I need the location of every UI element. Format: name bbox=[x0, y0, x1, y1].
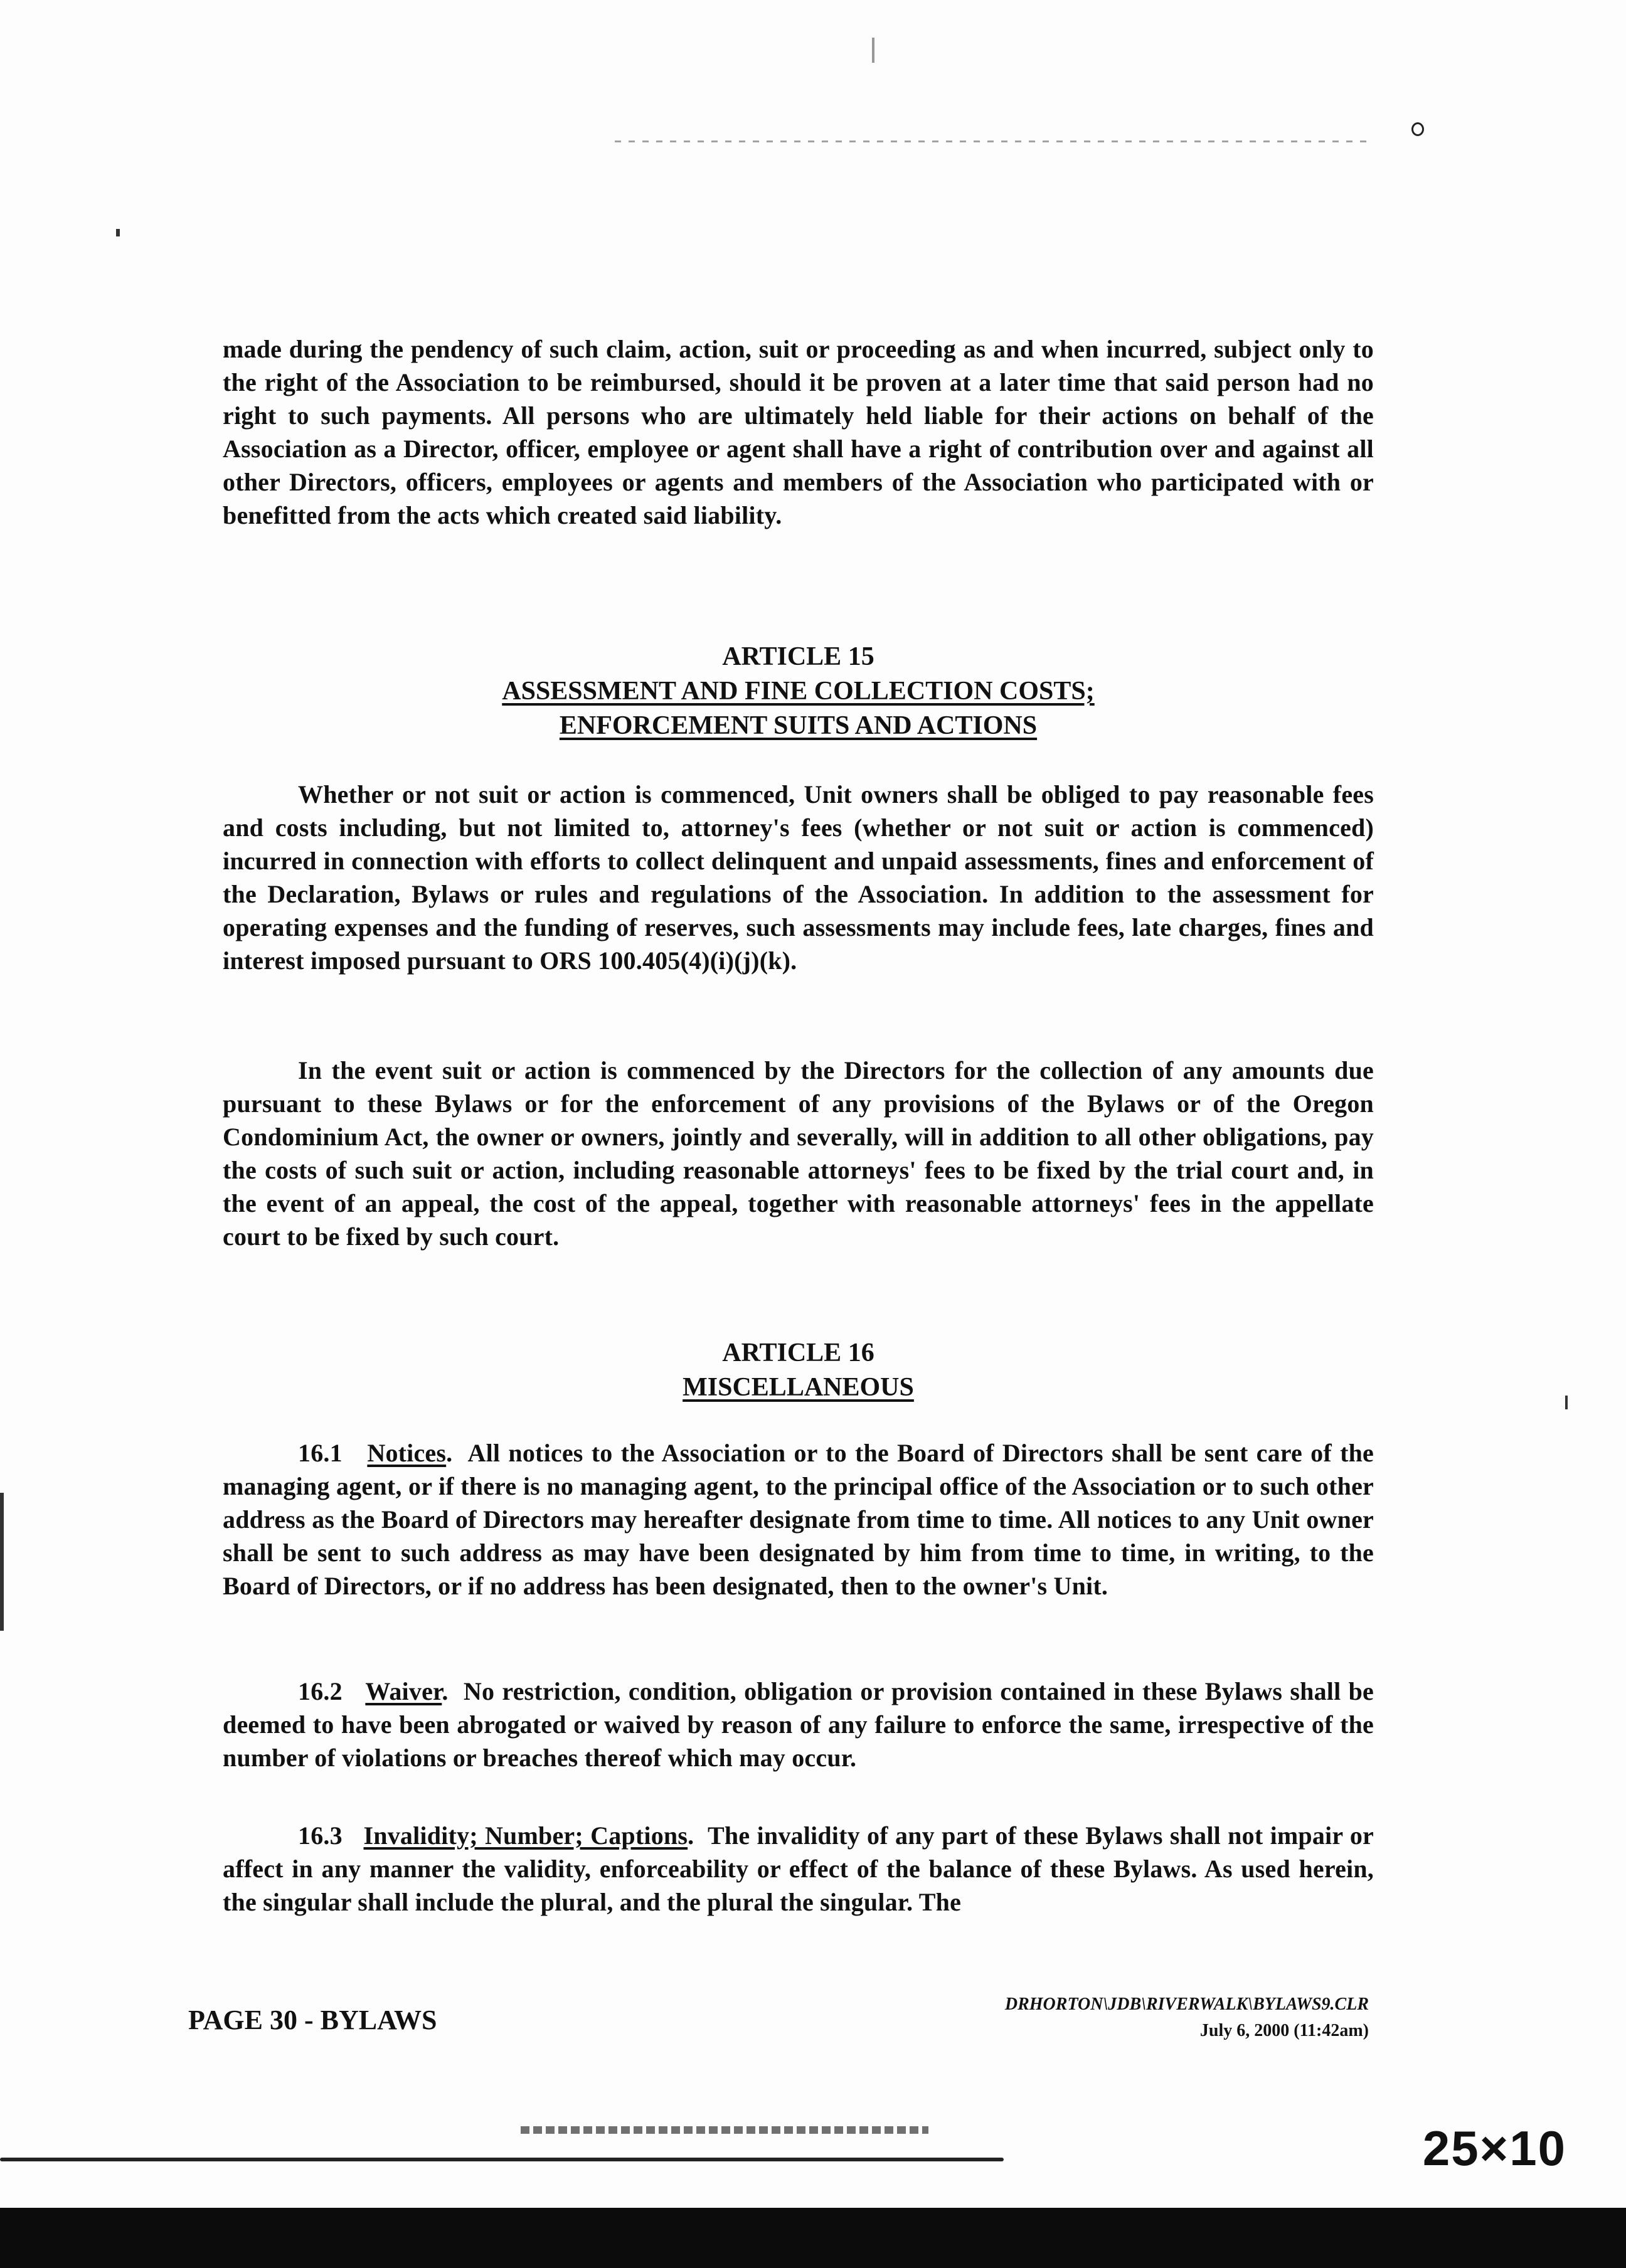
footer-date: July 6, 2000 (11:42am) bbox=[1199, 2021, 1369, 2040]
footer-file-info bbox=[1005, 1991, 1369, 2044]
section-16-2-heading: Waiver bbox=[365, 1677, 442, 1705]
article-15-heading bbox=[223, 640, 1374, 743]
footer-file-path: DRHORTON\JDB\RIVERWALK\BYLAWS9.CLR bbox=[1004, 1995, 1369, 2014]
article-16-title: MISCELLANEOUS bbox=[683, 1373, 914, 1402]
footer-page-label: PAGE 30 - BYLAWS bbox=[188, 2005, 437, 2035]
scan-artifact-dot bbox=[872, 38, 874, 63]
section-16-1: 16.1 Notices. All notices to the Association or to the Board of Directors shall be sent care of the managing agent, or if there is no managing agent, to the principal office of the Association or to such other address as the Board of Directors may hereafter designate from time to time. All notices to any Unit owner shall be sent to such address as may have been designated by him from time to time, in writing, to the Board of Directors, or if no address has been designated, then to the owner's Unit. bbox=[223, 1439, 1374, 1600]
scan-artifact-top-rule bbox=[615, 140, 1368, 142]
intro-paragraph: made during the pendency of such claim, action, suit or proceeding as and when incurred, subject only to the right of the Association to be reimbursed, should it be proven at a later time that said person had no right to such payments. All persons who are ultimately held liable for their actions on behalf of the Association as a Director, officer, employee or agent shall have a right of contribution over and against all other Directors, officers, employees or agents and members of the Association who participated with or benefitted from the acts which created said liability. bbox=[223, 335, 1374, 529]
section-16-1-heading: Notices bbox=[367, 1439, 447, 1467]
scan-dark-band bbox=[0, 2208, 1626, 2268]
article-15-number: ARTICLE 15 bbox=[722, 642, 874, 671]
section-16-3-text: The invalidity of any part of these Bylaws shall not impair or affect in any manner the validity, enforceability or effect of the balance of these Bylaws. As used herein, the singular shall include the plural, and the plural the singular. The bbox=[223, 1821, 1374, 1916]
scan-artifact-bottom-dashes bbox=[521, 2126, 928, 2134]
section-16-2: 16.2 Waiver. No restriction, condition, obligation or provision contained in these Bylaws shall be deemed to have been abrogated or waived by reason of any failure to enforce the same, irrespective of the number of violations or breaches thereof which may occur. bbox=[223, 1677, 1374, 1772]
article-15-title-line1: ASSESSMENT AND FINE COLLECTION COSTS; bbox=[502, 677, 1095, 706]
scan-artifact-mark bbox=[1411, 122, 1424, 136]
article-15-paragraph-1: Whether or not suit or action is commenced, Unit owners shall be obliged to pay reasonable fees and costs including, but not limited to, attorney's fees (whether or not suit or action is commenced) incurred in connection with efforts to collect delinquent and unpaid assessments, fines and enforcement of the Declaration, Bylaws or rules and regulations of the Association. In addition to the assessment for operating expenses and the funding of reserves, such assessments may include fees, late charges, fines and interest imposed pursuant to ORS 100.405(4)(i)(j)(k). bbox=[223, 780, 1374, 975]
section-16-3-heading: Invalidity; Number; Captions bbox=[363, 1821, 688, 1850]
page-stamp: 25×10 bbox=[1422, 2121, 1566, 2176]
scan-artifact-dot bbox=[116, 229, 120, 236]
scan-artifact-left-edge bbox=[0, 1493, 4, 1631]
section-16-1-text: All notices to the Association or to the Board of Directors shall be sent care of the managing agent, or if there is no managing agent, to the principal office of the Association or to such other address as the Board of Directors may hereafter designate from time to time. All notices to any Unit owner shall be sent to such address as may have been designated by him from time to time, in writing, to the Board of Directors, or if no address has been designated, then to the owner's Unit. bbox=[223, 1439, 1374, 1600]
article-15-paragraph-2: In the event suit or action is commenced by the Directors for the collection of any amounts due pursuant to these Bylaws or for the enforcement of any provisions of the Bylaws or of the Oregon Condominium Act, the owner or owners, jointly and severally, will in addition to all other obligations, pay the costs of such suit or action, including reasonable attorneys' fees to be fixed by the trial court and, in the event of an appeal, the cost of the appeal, together with reasonable attorneys' fees in the appellate court to be fixed by such court. bbox=[223, 1056, 1374, 1251]
section-16-3: 16.3 Invalidity; Number; Captions. The invalidity of any part of these Bylaws shall not impair or affect in any manner the validity, enforceability or effect of the balance of these Bylaws. As used herein, the singular shall include the plural, and the plural the singular. The bbox=[223, 1821, 1374, 1916]
article-16-number: ARTICLE 16 bbox=[722, 1338, 874, 1367]
section-16-2-number: 16.2 bbox=[298, 1677, 343, 1705]
scan-artifact-bottom-rule bbox=[0, 2158, 1004, 2161]
scan-artifact-dot bbox=[1565, 1396, 1568, 1409]
article-16-heading bbox=[223, 1336, 1374, 1405]
article-15-title-line2: ENFORCEMENT SUITS AND ACTIONS bbox=[559, 711, 1038, 740]
section-16-1-number: 16.1 bbox=[298, 1439, 343, 1467]
section-16-2-text: No restriction, condition, obligation or provision contained in these Bylaws shall be deemed to have been abrogated or waived by reason of any failure to enforce the same, irrespective of the number of violations or breaches thereof which may occur. bbox=[223, 1677, 1374, 1772]
section-16-3-number: 16.3 bbox=[298, 1821, 343, 1850]
